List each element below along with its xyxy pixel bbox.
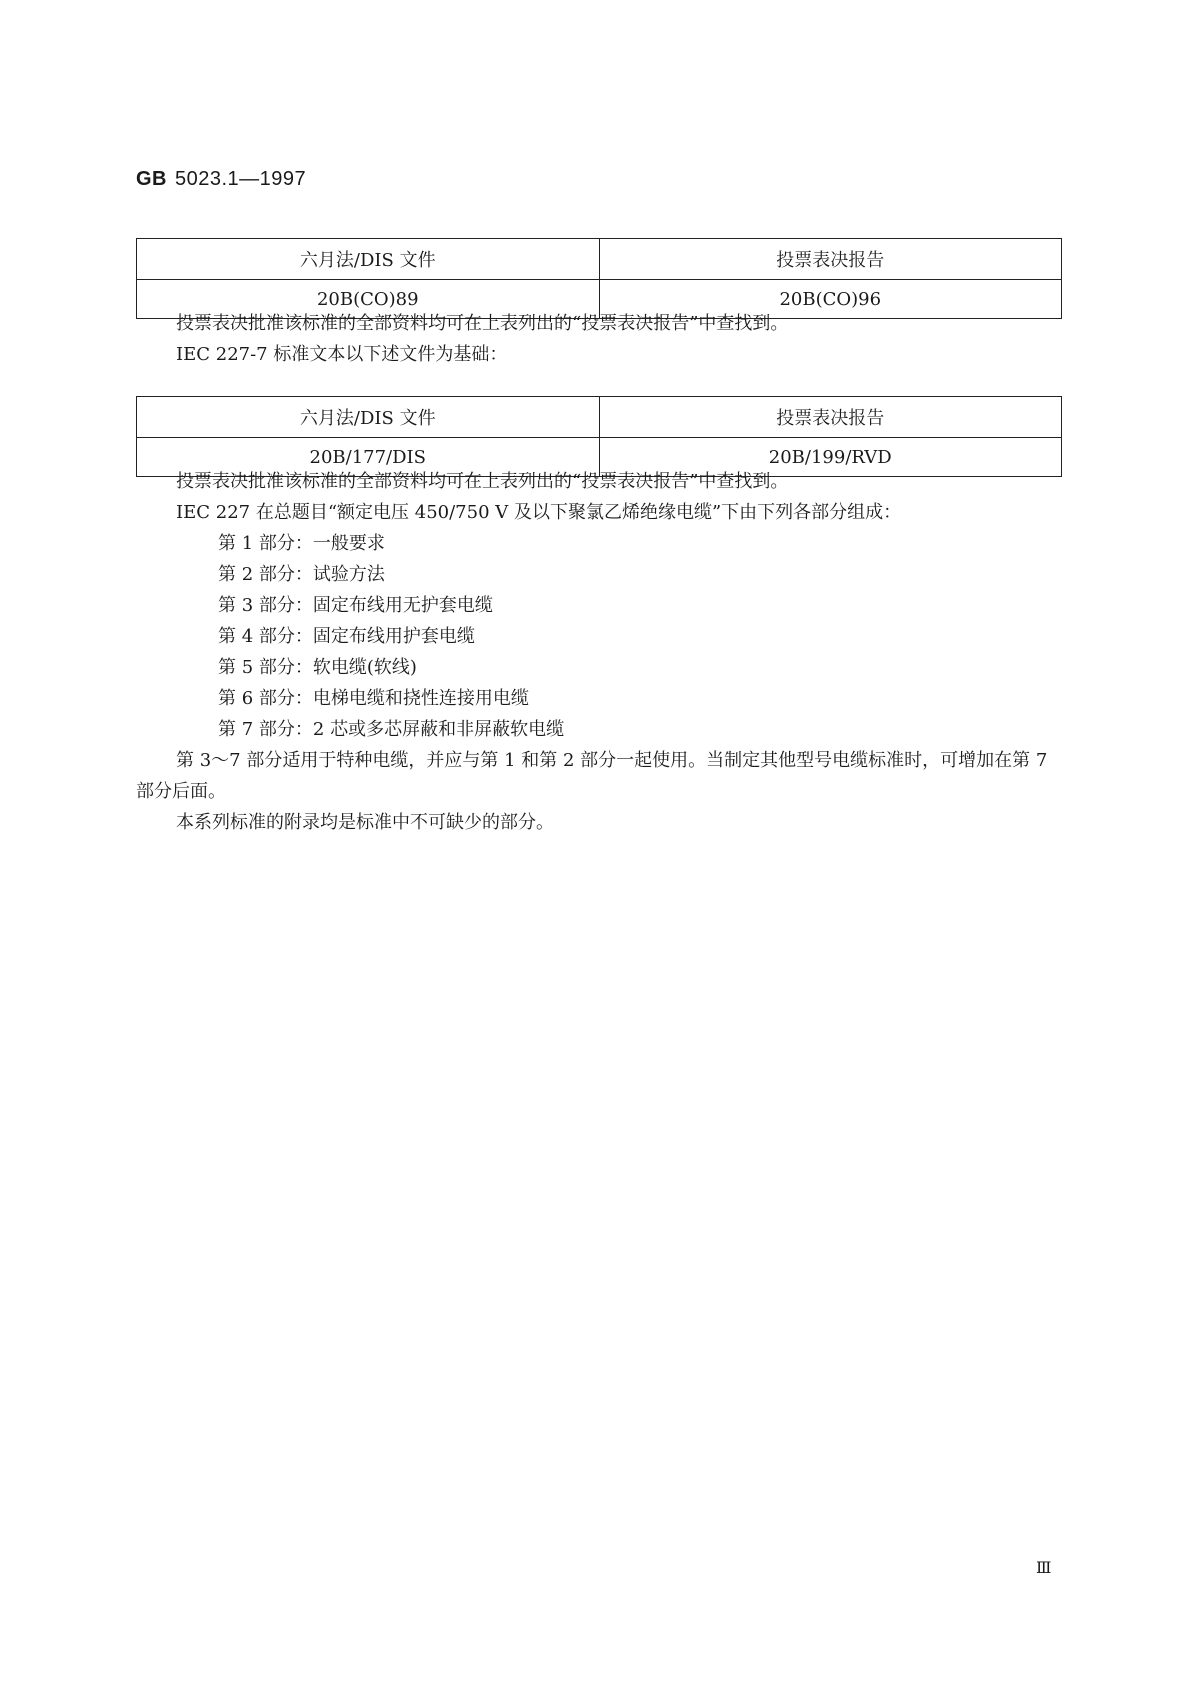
list-item: 第 3 部分：固定布线用无护套电缆: [218, 595, 493, 616]
standard-code: 5023.1—1997: [175, 168, 307, 190]
paragraph-usage: 第 3～7 部分适用于特种电缆，并应与第 1 和第 2 部分一起使用。当制定其他型号电缆标准时，可增加在第 7 部分后面。: [136, 750, 1048, 802]
table-header-cell: 六月法/DIS 文件: [137, 397, 600, 438]
table-header-cell: 六月法/DIS 文件: [137, 239, 600, 280]
voting-table-1: [136, 238, 1062, 319]
paragraph-vote-note-2: 投票表决批准该标准的全部资料均可在上表列出的“投票表决报告”中查找到。: [176, 471, 789, 492]
parts-list: [136, 528, 1062, 745]
table-cell: 20B(CO)96: [599, 280, 1062, 319]
voting-table-2: [136, 396, 1062, 477]
list-item: 第 2 部分：试验方法: [218, 564, 385, 585]
table-header-row: [137, 239, 1062, 280]
paragraph-vote-note-1: 投票表决批准该标准的全部资料均可在上表列出的“投票表决报告”中查找到。: [176, 313, 789, 334]
list-item: 第 6 部分：电梯电缆和挠性连接用电缆: [218, 688, 529, 709]
list-item: 第 4 部分：固定布线用护套电缆: [218, 626, 475, 647]
standard-prefix: GB: [136, 168, 167, 190]
table-header-cell: 投票表决报告: [599, 239, 1062, 280]
table-header-cell: 投票表决报告: [599, 397, 1062, 438]
list-item: 第 1 部分：一般要求: [218, 533, 385, 554]
table-header-row: [137, 397, 1062, 438]
table-cell: 20B/177/DIS: [137, 438, 600, 477]
paragraph-iec-basis: IEC 227-7 标准文本以下述文件为基础：: [176, 344, 508, 365]
list-item: 第 7 部分：2 芯或多芯屏蔽和非屏蔽软电缆: [218, 719, 565, 740]
table-cell: 20B/199/RVD: [599, 438, 1062, 477]
list-item: 第 5 部分：软电缆(软线): [218, 657, 417, 678]
document-header: [136, 168, 306, 191]
paragraph-annex: 本系列标准的附录均是标准中不可缺少的部分。: [176, 812, 554, 833]
table-cell: 20B(CO)89: [137, 280, 600, 319]
page-number: Ⅲ: [1036, 1558, 1052, 1577]
paragraph-parts-intro: IEC 227 在总题目“额定电压 450/750 V 及以下聚氯乙烯绝缘电缆”下由下列各部分组成：: [176, 502, 902, 523]
